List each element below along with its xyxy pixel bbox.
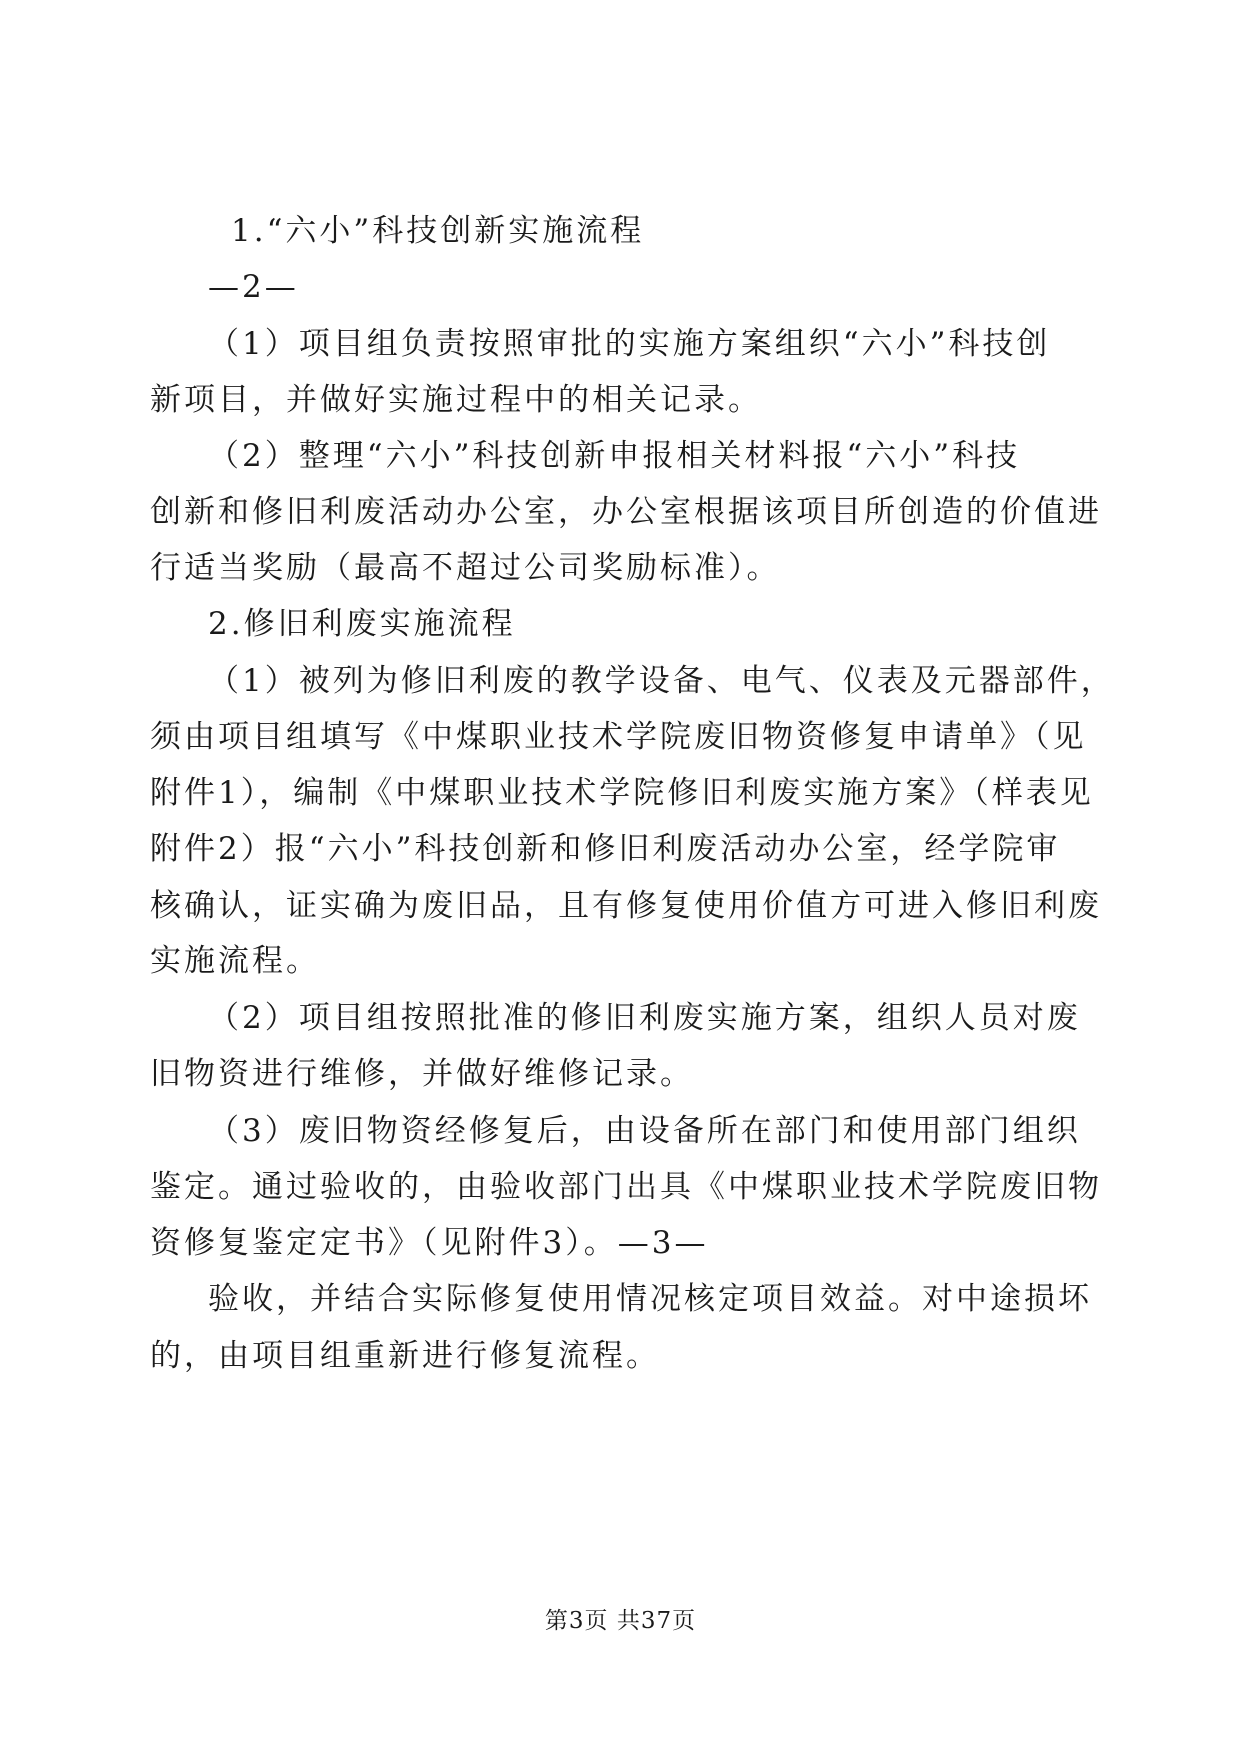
page-marker-2: —2— bbox=[208, 269, 299, 305]
paragraph-line: 附件2）报“六小”科技创新和修旧利废活动办公室，经学院审 bbox=[150, 831, 1061, 867]
paragraph-line: （3）废旧物资经修复后，由设备所在部门和使用部门组织 bbox=[208, 1113, 1081, 1149]
paragraph-line: 须由项目组填写《中煤职业技术学院废旧物资修复申请单》（见 bbox=[150, 719, 1087, 755]
paragraph-line: （2）整理“六小”科技创新申报相关材料报“六小”科技 bbox=[208, 438, 1021, 474]
page-footer: 第3页 共37页 bbox=[544, 1608, 697, 1634]
paragraph-line: 核确认，证实确为废旧品，且有修复使用价值方可进入修旧利废 bbox=[150, 888, 1102, 924]
paragraph-line: 的，由项目组重新进行修复流程。 bbox=[150, 1338, 660, 1374]
paragraph-line: （1）项目组负责按照审批的实施方案组织“六小”科技创 bbox=[208, 326, 1051, 362]
heading-section-1: 1.“六小”科技创新实施流程 bbox=[231, 213, 645, 249]
paragraph-line: 旧物资进行维修，并做好维修记录。 bbox=[150, 1056, 694, 1092]
paragraph-line: （2）项目组按照批准的修旧利废实施方案，组织人员对废 bbox=[208, 1000, 1081, 1036]
paragraph-line: （1）被列为修旧利废的教学设备、电气、仪表及元器部件， bbox=[208, 663, 1115, 699]
paragraph-line: 验收，并结合实际修复使用情况核定项目效益。对中途损坏 bbox=[208, 1281, 1092, 1317]
paragraph-line: 新项目，并做好实施过程中的相关记录。 bbox=[150, 382, 762, 418]
paragraph-line: 创新和修旧利废活动办公室，办公室根据该项目所创造的价值进 bbox=[150, 494, 1102, 530]
paragraph-line: 资修复鉴定定书》（见附件3）。—3— bbox=[150, 1225, 709, 1261]
heading-section-2: 2.修旧利废实施流程 bbox=[208, 606, 516, 642]
paragraph-line: 附件1），编制《中煤职业技术学院修旧利废实施方案》（样表见 bbox=[150, 775, 1094, 811]
paragraph-line: 行适当奖励（最高不超过公司奖励标准）。 bbox=[150, 550, 781, 586]
paragraph-line: 鉴定。通过验收的，由验收部门出具《中煤职业技术学院废旧物 bbox=[150, 1169, 1102, 1205]
paragraph-line: 实施流程。 bbox=[150, 943, 320, 979]
